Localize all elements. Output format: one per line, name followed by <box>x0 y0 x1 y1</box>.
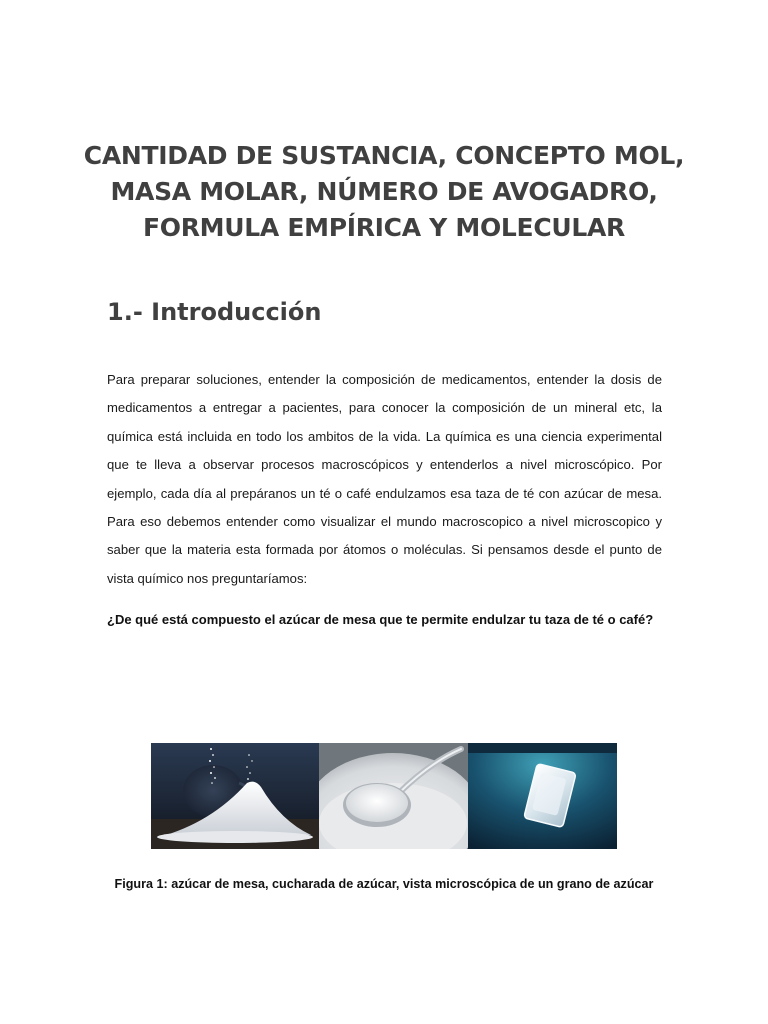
paragraph-line: química está incluida en todo los ambitos de la vida. La química es una ciencia experimental <box>107 428 662 444</box>
section-heading: 1.- Introducción <box>107 298 322 326</box>
title-line: MASA MOLAR, NÚMERO DE AVOGADRO, <box>110 177 658 206</box>
spoon-sugar-image <box>319 743 468 849</box>
sugar-crystal-image <box>468 743 617 849</box>
paragraph-line: Para preparar soluciones, entender la composición de medicamentos, entender la dosis de <box>107 372 662 387</box>
title-line: CANTIDAD DE SUSTANCIA, CONCEPTO MOL, <box>83 141 685 170</box>
paragraph-line: que te lleva a observar procesos macroscópicos y entenderlos a nivel microscópico. Por <box>107 457 662 473</box>
intro-paragraph <box>107 366 662 593</box>
paragraph-line: saber que la materia esta formada por átomos o moléculas. Si pensamos desde el punto de <box>107 542 662 558</box>
paragraph-line: ejemplo, cada día al prepáranos un té o café endulzamos esa taza de té con azúcar de mesa. <box>107 485 662 501</box>
paragraph-line: vista químico nos preguntaríamos: <box>107 570 308 586</box>
figure-images <box>151 743 617 849</box>
question-text: ¿De qué está compuesto el azúcar de mesa que te permite endulzar tu taza de té o café? <box>107 612 654 627</box>
paragraph-line: Para eso debemos entender como visualizar el mundo macroscopico a nivel microscopico y <box>107 514 662 530</box>
paragraph-line: medicamentos a entregar a pacientes, para conocer la composición de un mineral etc, la <box>107 400 662 416</box>
document-title <box>60 138 708 246</box>
title-line: FORMULA EMPÍRICA Y MOLECULAR <box>143 213 625 242</box>
sugar-pile-image <box>151 743 319 849</box>
figure-caption: Figura 1: azúcar de mesa, cucharada de azúcar, vista microscópica de un grano de azúcar <box>114 877 654 891</box>
